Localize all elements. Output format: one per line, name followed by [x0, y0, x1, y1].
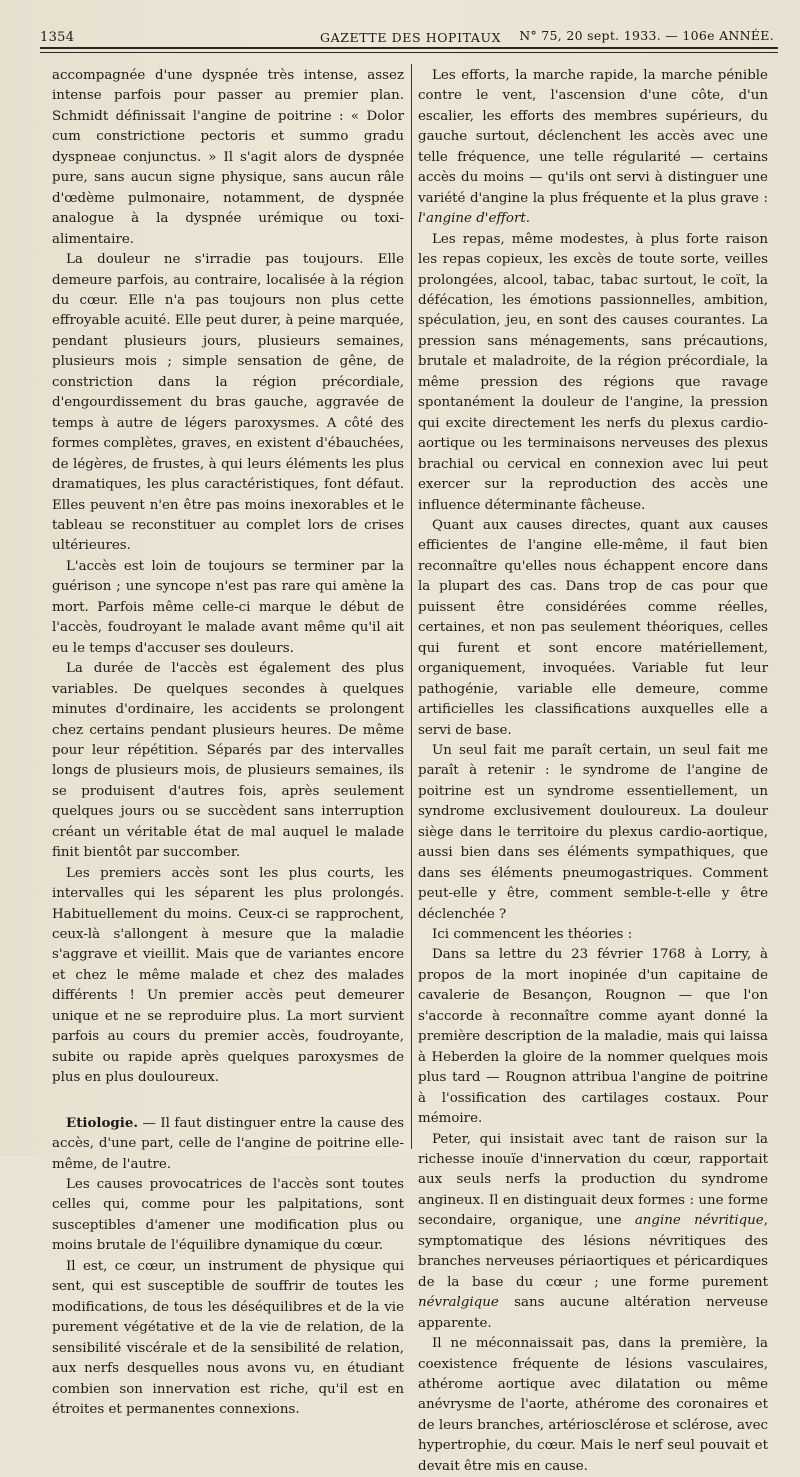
paragraph: [418, 66, 768, 230]
paragraph-text: Peter, qui insistait avec tant de raison sur la richesse inouïe d'innervation du cœur, rapportait aux seuls nerfs la production du syndrome angineux. Il en distinguait deux formes : une forme secondaire, organique, une: [418, 1131, 768, 1229]
issue-info: N° 75, 20 sept. 1933. — 106e ANNÉE.: [519, 28, 774, 43]
page-header: [40, 26, 774, 48]
left-column: [52, 66, 404, 1420]
header-rule-thick: [40, 47, 778, 49]
paragraph: Les premiers accès sont les plus courts, les intervalles qui les séparent les plus prolongés. Habituellement du moins. Ceux-ci se rapprochent, ceux-là s'allongent à mesure que la maladie s'aggrave et vieillit. Mais que de variantes encore et chez le même malade et chez des malades différents ! Un premier accès peut demeurer unique et ne se reproduire plus. La mort survient parfois au cours du premier accès, foudroyante, subite ou rapide après quelques paroxysmes de plus en plus douloureux.: [52, 865, 404, 1086]
paragraph: accompagnée d'une dyspnée très intense, assez intense parfois pour passer au premier plan. Schmidt définissait l'angine de poitrine : « Dolor cum constrictione pectoris et summo gradu dyspneae conjunctus. » Il s'agit alors de dyspnée pure, sans aucun signe physique, sans aucun râle d'œdème pulmonaire, notamment, de dyspnée analogue à la dyspnée urémique ou toxi-alimentaire.: [52, 68, 404, 247]
paragraph: Il est, ce cœur, un instrument de physique qui sent, qui est susceptible de souffrir de toutes les modifications, de tous les déséquilibres et de la vie purement végétative et de la vie de relation, de la sensibilité viscérale et de la sensibilité de relation, aux nerfs desquelles nous avons vu, en étudiant combien son innervation est riche, qu'il est en étroites et permanentes connexions.: [52, 1258, 404, 1417]
paragraph: [418, 1130, 768, 1335]
emphasis-text: l'angine d'effort.: [418, 211, 530, 227]
paragraph-text: , symptomatique des lésions névritiques des branches nerveuses périaortiques et péricardiques de la base du cœur ; une forme purement: [418, 1213, 768, 1290]
paragraph: Ici commencent les théories :: [432, 927, 633, 943]
journal-title: GAZETTE DES HOPITAUX: [320, 30, 502, 45]
paragraph: Il ne méconnaissait pas, dans la première, la coexistence fréquente de lésions vasculaires, athérome aortique avec dilatation ou même anévrysme de l'aorte, athérome des coronaires et de leurs branches, artériosclérose et sclérose, avec hypertrophie, du cœur. Mais le nerf seul pouvait et devait être mis en cause.: [418, 1336, 768, 1474]
section-heading: Etiologie.: [66, 1114, 139, 1131]
emphasis-text: angine névritique: [634, 1213, 764, 1229]
etiology-paragraph: [52, 1113, 404, 1175]
column-divider: [411, 64, 412, 1149]
right-column: [418, 66, 768, 1477]
paragraph: La durée de l'accès est également des plus variables. De quelques secondes à quelques minutes d'ordinaire, les accidents se prolongent chez certains pendant plusieurs heures. De même pour leur répétition. Séparés par des intervalles longs de plusieurs mois, de plusieurs semaines, ils se produisent d'autres fois, après seulement quelques jours ou se succèdent sans interruption créant un véritable état de mal auquel le malade finit bientôt par succomber.: [52, 661, 404, 861]
paragraph: Les causes provocatrices de l'accès sont toutes celles qui, comme pour les palpitations, sont susceptibles d'amener une modification plus ou moins brutale de l'équilibre dynamique du cœur.: [52, 1177, 404, 1254]
paragraph: Quant aux causes directes, quant aux causes efficientes de l'angine elle-même, il faut bien reconnaître qu'elles nous échappent encore dans la plupart des cas. Dans trop de cas pour que puissent être considérées comme réelles, certaines, et non pas seulement théoriques, celles qui furent et sont encore matériellement, organiquement, invoquées. Variable fut leur pathogénie, variable elle demeure, comme artificielles les classifications auxquelles elle a servi de base.: [418, 517, 768, 738]
paragraph-text: sans aucune altération nerveuse apparente.: [418, 1295, 768, 1331]
paragraph: Un seul fait me paraît certain, un seul fait me paraît à retenir : le syndrome de l'angine de poitrine est un syndrome essentiellement, un syndrome exclusivement douloureux. La douleur siège dans le territoire du plexus cardio-aortique, aussi bien dans ses éléments sympathiques, que dans ses éléments pneumogastriques. Comment peut-elle y être, comment semble-t-elle y être déclenchée ?: [418, 742, 768, 922]
paragraph-text: — Il faut distinguer entre la cause des accès, d'une part, celle de l'angine de poitrine elle-même, de l'autre.: [52, 1115, 404, 1172]
paragraph-text: Les efforts, la marche rapide, la marche pénible contre le vent, l'ascension d'une côte, d'un escalier, les efforts des membres supérieurs, du gauche surtout, déclenchent les accès avec une telle fréquence, une telle régularité — certains accès du moins — qu'ils ont servi à distinguer une variété d'angine la plus fréquente et la plus grave :: [418, 68, 768, 206]
header-rule-thin: [40, 52, 778, 53]
paragraph: L'accès est loin de toujours se terminer par la guérison ; une syncope n'est pas rare qui amène la mort. Parfois même celle-ci marque le début de l'accès, foudroyant le malade avant même qu'il ait eu le temps d'accuser ses douleurs.: [52, 558, 404, 656]
paragraph: Les repas, même modestes, à plus forte raison les repas copieux, les excès de toute sorte, veilles prolongées, alcool, tabac, tabac surtout, le coït, la défécation, les émotions passionnelles, ambition, spéculation, jeu, en sont des causes courantes. La pression sans ménagements, sans précautions, brutale et maladroite, de la région précordiale, la même pression des régions que ravage spontanément la douleur de l'angine, la pression qui excite directement les nerfs du plexus cardio-aortique ou les terminaisons nerveuses des plexus brachial ou cervical en connexion avec lui peut exercer sur la reproduction des accès une influence déterminante fâcheuse.: [418, 231, 768, 513]
paragraph: Dans sa lettre du 23 février 1768 à Lorry, à propos de la mort inopinée d'un capitaine de cavalerie de Besançon, Rougnon — que l'on s'accorde à reconnaître comme ayant donné la première description de la maladie, mais qui laissa à Heberden la gloire de la nommer quelques mois plus tard — Rougnon attribua l'angine de poitrine à l'ossification des cartilages costaux. Pour mémoire.: [418, 947, 768, 1127]
emphasis-text: névralgique: [418, 1295, 499, 1311]
page-number: 1354: [40, 30, 75, 45]
paragraph: La douleur ne s'irradie pas toujours. Elle demeure parfois, au contraire, localisée à la région du cœur. Elle n'a pas toujours non plus cette effroyable acuité. Elle peut durer, à peine marquée, pendant plusieurs jours, plusieurs semaines, plusieurs mois ; simple sensation de gêne, de constriction dans la région précordiale, d'engourdissement du bras gauche, aggravée de temps à autre de légers paroxysmes. A côté des formes complètes, graves, en existent d'ébauchées, de légères, de frustes, à qui leurs éléments les plus dramatiques, les plus caractéristiques, font défaut. Elles peuvent n'en être pas moins inexorables et le tableau se reconstituer au complet lors de crises ultérieures.: [52, 252, 404, 554]
